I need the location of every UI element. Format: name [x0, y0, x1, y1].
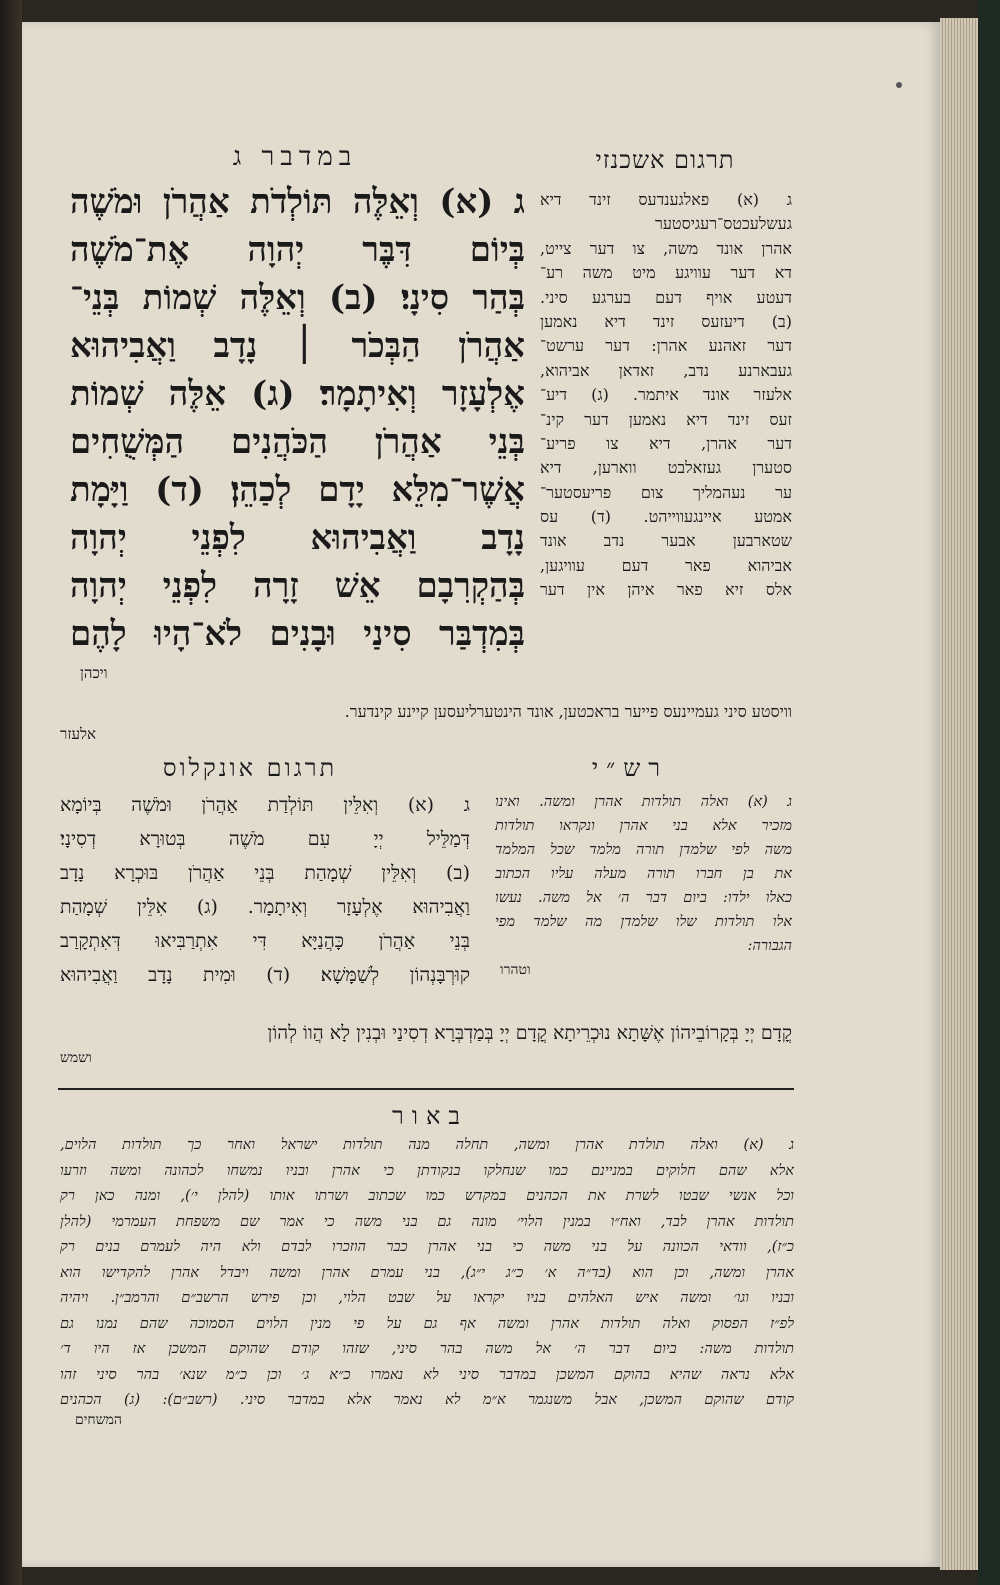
ashkenazi-title: תרגום אשכנזי — [595, 146, 735, 174]
ashkenazi-text-line: ער נעהמליך צום פריעסטער־ — [540, 482, 792, 502]
main-hebrew-text — [70, 178, 525, 658]
ashkenazi-catchword: אלעזר — [60, 725, 97, 743]
biur-text-line: תולדות אהרן לבד, ואח״ו במנין הלוי׳ מונה גם בני משה כי אמר שם משפחת העמרמי (להלן — [60, 1213, 794, 1230]
onkelos-text — [60, 788, 470, 992]
biur-text-line: ובניו וגו׳ ומשה איש האלהים בניו יקראו על שבט הלוי, וכן פירש הרשב״ם והרמב״ן. ויהיה — [60, 1290, 794, 1306]
page-edges — [940, 18, 978, 1570]
biur-catchword: המשחים — [75, 1412, 122, 1428]
rashi-text-line: הגבורה: — [747, 938, 792, 954]
ashkenazi-text-line: שטארבען אבער נדב אונד — [540, 531, 792, 551]
onkelos-text-line: וַאֲבִיהוּא אֶלְעָזָר וְאִיתָמָר. (ג) אִלֵּין שְׁמָהַת — [60, 896, 470, 918]
biur-text-line: אלא שהם חלוקים במניינם כמו שנחלקו בנקודתן כי אהרן ובניו נמשחו לכהונה ומשה וזרעו — [60, 1162, 794, 1179]
ashkenazi-text-line: אביהוא פאר דעם עוויגען, — [540, 555, 792, 575]
rashi-text-line: משה לפי שלמדן תורה מלמד שכל המלמד — [495, 842, 792, 858]
biur-text-line: ג (א) ואלה תולדת אהרן ומשה, תחלה מנה תולדות ישראל ואחר כך תולדות הלוים, — [60, 1137, 794, 1153]
main-title: במדבר ג — [232, 142, 358, 172]
biur-text-line: לפ״ז הפסוק ואלה תולדות אהרן ומשה אף גם על פי מנין הלוים הסמוכה שהם נמנו גם — [60, 1315, 794, 1332]
ashkenazi-text-line: אלס זיא פאר איהן אין דער — [540, 580, 792, 600]
biur-text-line: אלא נראה שהיא בהוקם המשכן במדבר סיני לא נאמרו כ״א ג׳ וכן כ״מ שנא׳ בהר סיני זהו — [60, 1366, 794, 1383]
book-cover-left — [0, 0, 22, 1585]
ashkenazi-text-line: ג (א) פאלגענדעס זינד דיא — [540, 190, 792, 209]
onkelos-catchword: ושמש — [60, 1050, 92, 1066]
ashkenazi-text — [540, 188, 792, 603]
biur-text — [60, 1133, 794, 1414]
ashkenazi-text-line: געשלעכטס־רעגיסטער — [655, 214, 792, 234]
main-text-line: ג (א) וְאֵלֶּה תּוֹלְדֹת אַהֲרֹן וּמֹשֶׁה — [70, 182, 525, 222]
main-text-line: בְּנֵי אַהֲרֹן הַכֹּהֲנִים הַמְּשֻׁחִים — [70, 422, 525, 462]
biur-text-line: אהרן ומשה, וכן הוא (בד״ה א׳ כ״ג י״ג), בני עמרם אהרן ומשה ויבדל אהרן להקדישו הוא — [60, 1264, 794, 1281]
main-text-line: אַהֲרֹן הַבְּכֹר ׀ נָדָב וַאֲבִיהוּא — [70, 326, 525, 366]
main-text-line: אֶלְעָזָר וְאִיתָמָר׃ (ג) אֵלֶּה שְׁמוֹת — [70, 374, 525, 414]
ashkenazi-text-line: אמטע איינגעווייהט. (ד) עס — [540, 507, 792, 527]
rashi-text-line: כאלו ילדו: ביום דבר ה׳ אל משה. נעשו — [495, 890, 792, 906]
ashkenazi-text-line: דער זאהנע אהרן: דער ערשט־ — [540, 336, 792, 356]
main-catchword: ויכהן — [80, 664, 108, 682]
ashkenazi-text-line: דא דער עוויגע מיט משה רע־ — [540, 263, 792, 283]
onkelos-text-line: בְּנֵי אַהֲרֹן כָּהֲנַיָּא דִּי אִתְרַבִּיאוּ דְּאִתְקָרַב — [60, 930, 470, 952]
onkelos-title: תרגום אונקלוס — [162, 754, 338, 782]
onkelos-text-line: קוּרְבָּנְהוֹן לְשַׁמָּשָׁא׃ (ד) וּמִית נָדָב וַאֲבִיהוּא — [60, 964, 470, 986]
rashi-text — [495, 790, 792, 958]
rashi-catchword: וטהרו — [500, 962, 531, 978]
main-text-line: בְּמִדְבַּר סִינַי וּבָנִים לֹא־הָיוּ לָהֶם — [70, 614, 525, 654]
book-spine — [978, 0, 1000, 1585]
rashi-title: רש״י — [591, 754, 669, 782]
onkelos-text-line: (ב) וְאִלֵּין שְׁמָהַת בְּנֵי אַהֲרֹן בּוּכְרָא נָדָב — [60, 862, 470, 884]
ashkenazi-full-line: וויסטע סיני געמיינעס פייער בראכטען, אונד הינטערליעסען קיינע קינדער. — [344, 702, 792, 721]
biur-title: באור — [392, 1102, 468, 1130]
biur-text-line: כ״ז), וודאי הכוונה על בני משה כי בני אהרן כבר הוזכרו לבדם ולא היה לעמרם בנים רק — [60, 1239, 794, 1255]
biur-text-line: קודם שהוקם המשכן, אבל משנגמר א״מ לא נאמר אלא במדבר סיני. (רשב״ם): (ג) הכהנים — [60, 1392, 794, 1408]
onkelos-full-line: קֳדָם יְיָ בְּקָרוֹבֵיהוֹן אֶשָּׁתָא נוּכְרֵיתָא קֳדָם יְיָ בְּמַדְבְּרָא דְסִינַי וּבְנִין לָא הֲווֹ לְהוֹן — [267, 1022, 792, 1044]
biur-text-line: תולדות משה: ביום דבר ה׳ אל משה בהר סיני, שזהו קודם שהוקם המשכן אז היו ד׳ — [60, 1341, 794, 1357]
ashkenazi-text-line: אלעזר אונד איתמר. (ג) דיע־ — [540, 385, 792, 405]
rashi-text-line: אלו תולדות שלו שלמדן מה שלמד מפי — [495, 914, 792, 930]
main-text-line: בְּיוֹם דִּבֶּר יְהוָה אֶת־מֹשֶׁה — [70, 230, 525, 270]
ashkenazi-text-line: דער אהרן, דיא צו פריע־ — [540, 433, 792, 453]
rashi-text-line: מזכיר אלא בני אהרן ונקראו תולדות — [495, 818, 792, 834]
rashi-text-line: ג (א) ואלה תולדות אהרן ומשה. ואינו — [495, 794, 792, 810]
main-text-line: בְּהַקְרִבָם אֵשׁ זָרָה לִפְנֵי יְהוָה — [70, 566, 525, 606]
ashkenazi-text-line: אהרן אונד משה, צו דער צייט, — [540, 238, 792, 258]
page-spot — [896, 82, 902, 88]
ashkenazi-text-line: דעטע אויף דעם בערגע סיני. — [540, 287, 792, 307]
rashi-text-line: את בן חברו תורה מעלה עליו הכתוב — [495, 866, 792, 882]
onkelos-text-line: ג (א) וְאִלֵּין תּוֹלְדַת אַהֲרֹן וּמֹשֶׁה בְּיוֹמָא — [60, 794, 470, 816]
ashkenazi-text-line: סטערן געזאלבט ווארען, דיא — [540, 458, 792, 478]
ashkenazi-text-line: זעס זינד דיא נאמען דער קינ־ — [540, 409, 792, 429]
biur-text-line: וכל אנשי שבטו לשרת את הכהנים במקדש כמו שכתוב ושרתו אותו (להלן י׳), ומנה כאן רק — [60, 1188, 794, 1204]
main-text-line: נָדָב וַאֲבִיהוּא לִפְנֵי יְהוָה — [70, 518, 525, 558]
ashkenazi-text-line: געבארנע נדב, זאדאן אביהוא, — [540, 360, 792, 380]
ashkenazi-text-line: (ב) דיעזעס זינד דיא נאמען — [540, 311, 792, 331]
section-divider — [58, 1088, 794, 1090]
onkelos-text-line: דְּמַלֵּיל יְיָ עִם מֹשֶׁה בְּטוּרָא דְסִינָי׃ — [60, 828, 470, 850]
main-text-line: אֲשֶׁר־מִלֵּא יָדָם לְכַהֵן׃ (ד) וַיָּמָת — [70, 470, 525, 510]
main-text-line: בְּהַר סִינָי׃ (ב) וְאֵלֶּה שְׁמוֹת בְּנֵי־ — [70, 278, 525, 318]
